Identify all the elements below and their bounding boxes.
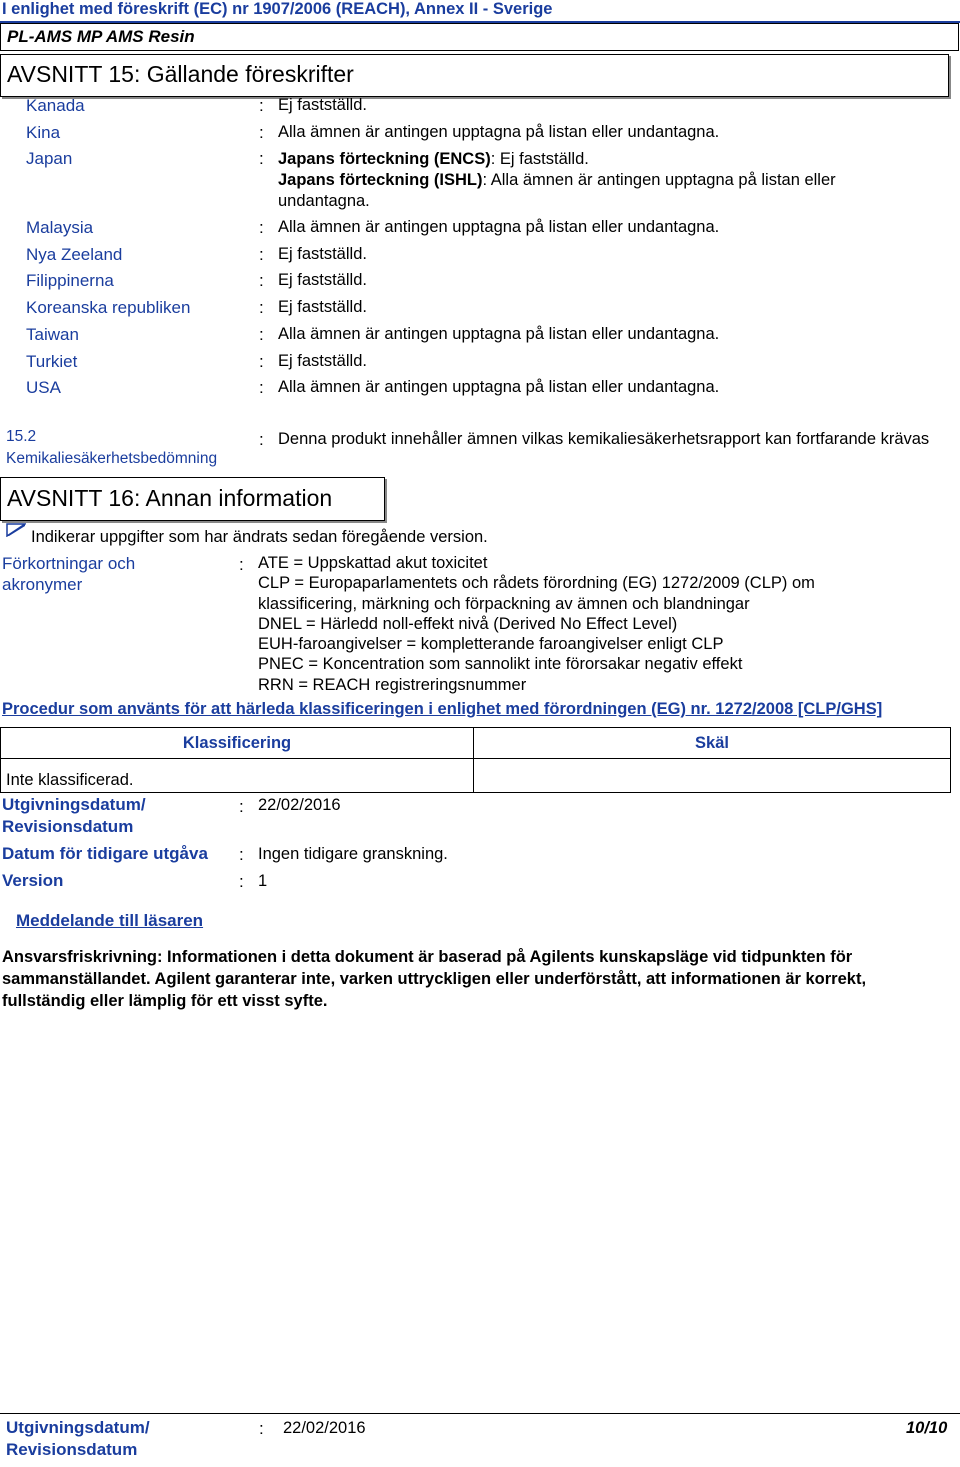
colon-separator: : <box>259 245 264 264</box>
regulation-country: Kina <box>26 123 61 142</box>
previous-issue-label: Datum för tidigare utgåva <box>2 844 208 863</box>
subsection-title: Kemikaliesäkerhetsbedömning <box>6 450 218 467</box>
japan-encs <box>278 149 918 170</box>
regulation-country: Taiwan <box>26 325 79 344</box>
chemical-safety-assessment-label <box>6 426 217 470</box>
colon-separator: : <box>259 325 264 344</box>
japan-ishl-label: Japans förteckning (ISHL) <box>278 171 483 189</box>
classification-procedure-heading: Procedur som använts för att härleda klassificeringen i enlighet med förordningen (EG) nr. 1272/2008 [CLP/GHS] <box>2 700 883 718</box>
section-15-header <box>0 54 949 97</box>
abbreviation-line: RRN = REACH registreringsnummer <box>258 675 527 694</box>
japan-encs-value: Ej fastställd. <box>499 150 589 168</box>
japan-ishl <box>278 170 918 212</box>
regulation-country: USA <box>26 378 61 397</box>
footer-date-label <box>6 1417 150 1461</box>
regulation-country: Kanada <box>26 96 85 115</box>
footer-date-value: 22/02/2016 <box>283 1419 366 1437</box>
abbreviations-list <box>258 553 908 695</box>
colon-separator: : <box>259 96 264 115</box>
regulation-country: Filippinerna <box>26 271 114 290</box>
japan-inventories <box>278 149 918 212</box>
regulation-value: Ej fastställd. <box>278 271 367 289</box>
abbreviation-line: PNEC = Koncentration som sannolikt inte förorsakar negativ effekt <box>258 655 743 674</box>
revision-date-label-line: Revisionsdatum <box>2 817 134 836</box>
colon-separator: : <box>259 352 264 371</box>
regulation-value: Ej fastställd. <box>278 96 367 114</box>
changed-marker-icon <box>6 523 26 537</box>
abbreviation-line: EUH-faroangivelser = kompletterande faroangivelser enligt CLP <box>258 635 724 654</box>
colon-separator: : <box>259 430 264 449</box>
product-name-box <box>0 23 959 51</box>
japan-ishl-value: Alla ämnen är antingen upptagna på listan eller undantagna. <box>278 171 836 210</box>
regulation-value: Alla ämnen är antingen upptagna på listan eller undantagna. <box>278 378 720 396</box>
colon-separator: : <box>259 1419 264 1438</box>
notice-to-reader-link[interactable]: Meddelande till läsaren <box>16 911 204 930</box>
chemical-safety-assessment-value: Denna produkt innehåller ämnen vilkas kemikaliesäkerhetsrapport kan fortfarande krävas <box>278 430 930 448</box>
document-title: I enlighet med föreskrift (EC) nr 1907/2006 (REACH), Annex II - Sverige <box>2 0 553 18</box>
regulation-value: Ej fastställd. <box>278 352 367 370</box>
regulation-value: Ej fastställd. <box>278 245 367 263</box>
table-cell-reason <box>474 759 951 793</box>
section-16-title: AVSNITT 16: Annan information <box>7 485 333 511</box>
regulation-country: Turkiet <box>26 352 78 371</box>
colon-separator: : <box>239 797 244 816</box>
regulation-value: Alla ämnen är antingen upptagna på listan eller undantagna. <box>278 123 720 141</box>
disclaimer-text: Ansvarsfriskrivning: Informationen i detta dokument är baserad på Agilents kunskapsläge vid tidpunkten för sammanställandet. Agilent garanterar inte, varken uttryckligen eller underförstått, att informationen är korrekt, fullständig eller lämplig för ett visst syfte. <box>2 948 867 1010</box>
japan-encs-label: Japans förteckning (ENCS) <box>278 150 491 168</box>
colon-separator: : <box>259 218 264 237</box>
abbreviation-line: ATE = Uppskattad akut toxicitet <box>258 554 488 572</box>
regulation-value: Ej fastställd. <box>278 298 367 316</box>
colon-separator: : <box>482 171 488 189</box>
page-number: 10/10 <box>906 1419 948 1437</box>
regulation-value: Alla ämnen är antingen upptagna på listan eller undantagna. <box>278 325 720 343</box>
regulation-country: Koreanska republiken <box>26 298 191 317</box>
colon-separator: : <box>259 123 264 142</box>
colon-separator: : <box>259 271 264 290</box>
section-16-header <box>0 477 385 521</box>
previous-issue-value: Ingen tidigare granskning. <box>258 845 448 863</box>
colon-separator: : <box>239 845 244 864</box>
regulation-value: Alla ämnen är antingen upptagna på listan eller undantagna. <box>278 218 720 236</box>
issue-date-label <box>2 794 146 838</box>
table-row <box>1 759 951 793</box>
table-header-row <box>1 728 951 759</box>
issue-date-value: 22/02/2016 <box>258 796 341 814</box>
issue-date-label-line: Utgivningsdatum/ <box>2 795 146 814</box>
table-cell-classification: Inte klassificerad. <box>1 759 474 793</box>
colon-separator: : <box>239 555 244 574</box>
colon-separator: : <box>490 150 496 168</box>
section-15-title: AVSNITT 15: Gällande föreskrifter <box>7 61 354 87</box>
colon-separator: : <box>259 378 264 397</box>
footer-label-line: Revisionsdatum <box>6 1440 138 1459</box>
version-value: 1 <box>258 872 268 890</box>
abbreviation-line: CLP = Europaparlamentets och rådets förordning (EG) 1272/2009 (CLP) om <box>258 574 815 593</box>
colon-separator: : <box>259 149 264 168</box>
regulation-country: Japan <box>26 149 73 168</box>
footer-label-line: Utgivningsdatum/ <box>6 1418 150 1437</box>
abbreviations-label: Förkortningar och akronymer <box>2 554 136 594</box>
column-header-classification: Klassificering <box>1 728 474 759</box>
abbreviation-line: DNEL = Härledd noll-effekt nivå (Derived No Effect Level) <box>258 614 678 633</box>
subsection-number: 15.2 <box>6 428 37 445</box>
regulation-country: Malaysia <box>26 218 94 237</box>
footer-divider <box>0 1413 960 1414</box>
abbreviation-line: klassificering, märkning och förpackning av ämnen och blandningar <box>258 594 750 613</box>
colon-separator: : <box>259 298 264 317</box>
column-header-reason: Skäl <box>474 728 951 759</box>
regulation-country: Nya Zeeland <box>26 245 123 264</box>
classification-table <box>0 727 951 793</box>
changed-note: Indikerar uppgifter som har ändrats sedan föregående version. <box>31 528 488 546</box>
product-name: PL-AMS MP AMS Resin <box>7 27 195 46</box>
version-label: Version <box>2 871 64 890</box>
colon-separator: : <box>239 872 244 891</box>
